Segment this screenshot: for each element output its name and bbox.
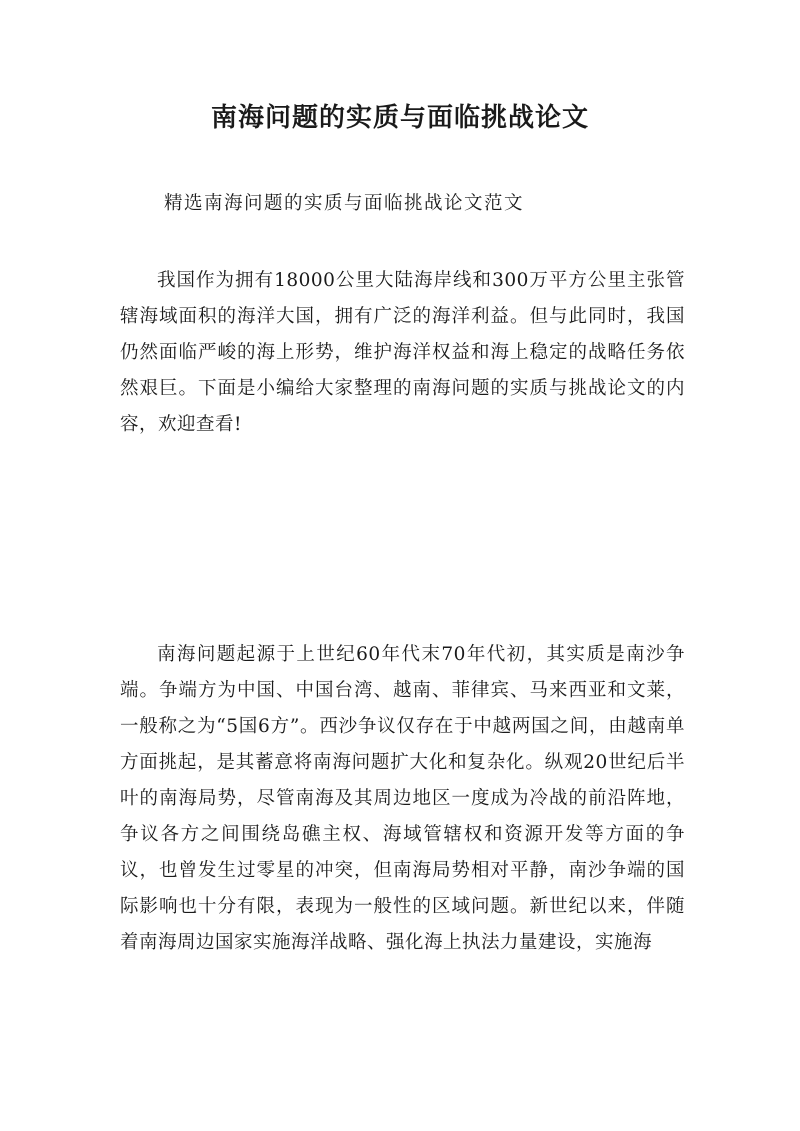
document-title: 南海问题的实质与面临挑战论文 [210, 103, 589, 133]
paragraph-origin: 南海问题起源于上世纪60年代末70年代初，其实质是南沙争端。争端方为中国、中国台湾、越南、菲律宾、马来西亚和文莱，一般称之为“5国6方”。西沙争议仅存在于中越两国之间，由越南单方面挑起，是其蓄意将南海问题扩大化和复杂化。纵观20世纪后半叶的南海局势，尽管南海及其周边地区一度成为冷战的前沿阵地，争议各方之间围绕岛礁主权、海域管辖权和资源开发等方面的争议，也曾发生过零星的冲突，但南海局势相对平静，南沙争端的国际影响也十分有限，表现为一般性的区域问题。新世纪以来，伴随着南海周边国家实施海洋战略、强化海上执法力量建设，实施海 [120, 644, 685, 953]
paragraph-intro: 我国作为拥有18000公里大陆海岸线和300万平方公里主张管辖海域面积的海洋大国，拥有广泛的海洋利益。但与此同时，我国仍然面临严峻的海上形势，维护海洋权益和海上稳定的战略任务依然艰巨。下面是小编给大家整理的南海问题的实质与挑战论文的内容，欢迎查看! [120, 270, 685, 435]
document-subtitle: 精选南海问题的实质与面临挑战论文范文 [164, 193, 525, 214]
